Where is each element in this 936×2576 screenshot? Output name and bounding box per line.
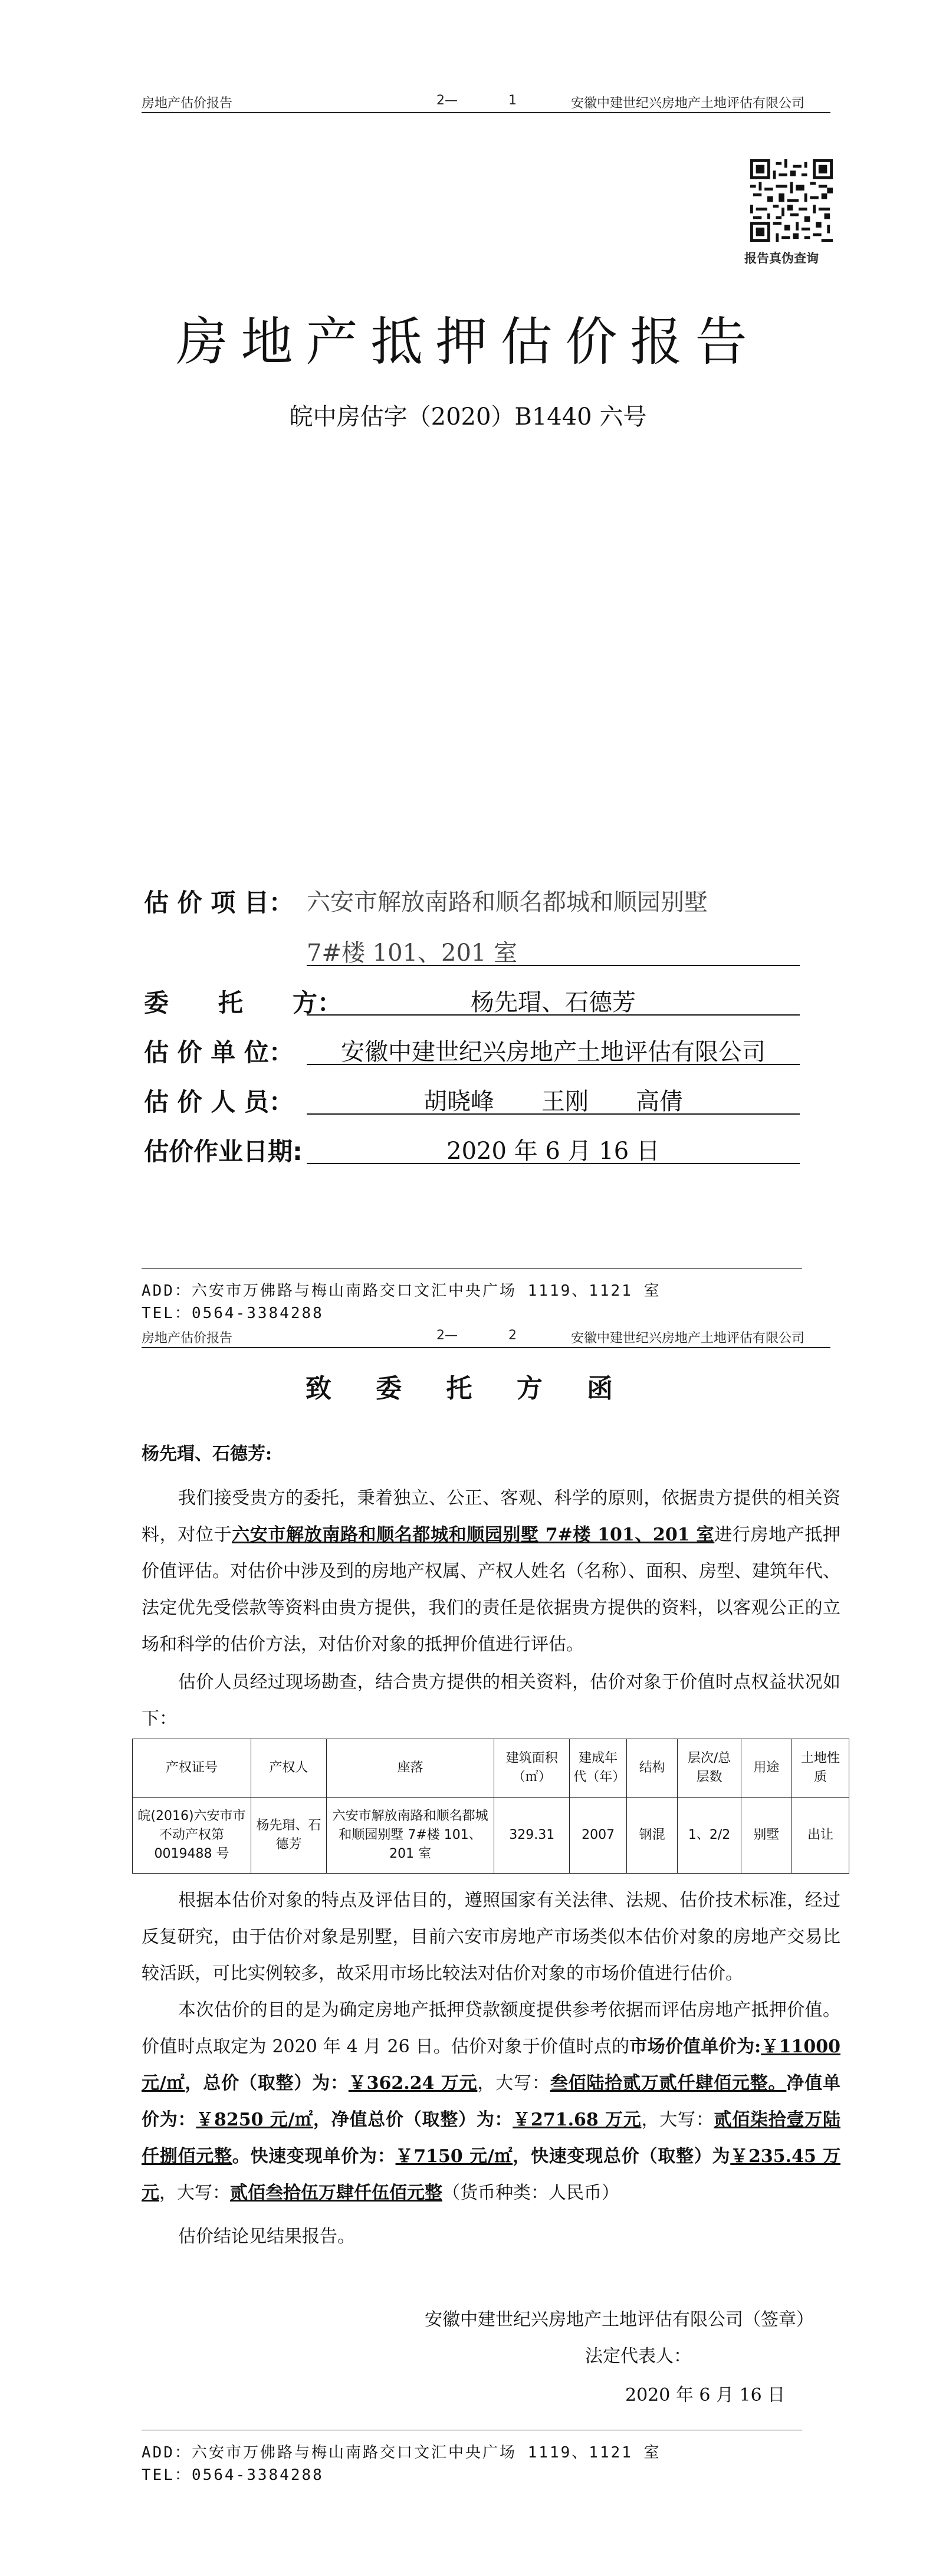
paragraph-1 (142, 1480, 840, 1663)
td-year: 2007 (570, 1798, 627, 1874)
unit-value: 安徽中建世纪兴房地产土地评估有限公司 (341, 1039, 766, 1066)
project-value-line2: 7#楼 101、201 室 (307, 939, 518, 967)
letter-title: 致 委 托 方 函 (305, 1374, 631, 1404)
p4-text-j: ，净值总价（取整）为： (313, 2110, 513, 2130)
th-year: 建成年代（年） (570, 1739, 627, 1798)
page2-header-left: 房地产估价报告 (142, 1331, 233, 1346)
project-underline (307, 965, 800, 966)
client-label: 委 托 方： (144, 988, 343, 1017)
td-cert: 皖(2016)六安市市不动产权第 0019488 号 (133, 1798, 251, 1874)
paragraph-5: 估价结论见结果报告。 (178, 2226, 355, 2247)
date-underline (307, 1163, 800, 1164)
table-row (133, 1798, 849, 1874)
qr-code-icon[interactable] (750, 159, 833, 242)
p4-quick-total-words: 贰佰叁拾伍万肆仟伍佰元整 (230, 2183, 442, 2203)
p4-text-p: ，快速变现总价（取整）为 (513, 2146, 731, 2167)
date-label: 估价作业日期: (144, 1137, 303, 1166)
project-label: 估 价 项 目： (144, 888, 294, 917)
p4-quick-unit-price: ￥7150 元/㎡ (395, 2146, 513, 2167)
unit-label: 估 价 单 位： (144, 1038, 294, 1067)
page1-footer-rule (142, 1268, 802, 1269)
p4-net-unit-price: ￥8250 元/㎡ (196, 2110, 313, 2130)
paragraph-4 (142, 1992, 840, 2212)
p1-text-c: 进行房地产抵押价值评估。对估价中涉及到的房地产权属、产权人姓名（名称）、面积、房型、建筑年代、法定优先受偿款等资料由贵方提供，我们的责任是依据贵方提供的资料，以客观公正的立场和科学的估价方法，对估价对象的抵押价值进行评估。 (142, 1524, 841, 1655)
th-usage: 用途 (741, 1739, 792, 1798)
p4-market-total-words: 叁佰陆拾贰万贰仟肆佰元整。 (550, 2073, 787, 2094)
paragraph-2: 估价人员经过现场勘查，结合贵方提供的相关资料，估价对象于价值时点权益状况如下： (142, 1672, 840, 1729)
page1-header-right: 安徽中建世纪兴房地产土地评估有限公司 (571, 96, 805, 111)
client-underline (307, 1014, 800, 1016)
p4-text-r: ，大写： (159, 2183, 230, 2203)
page1-footer-address: ADD：六安市万佛路与梅山南路交口文汇中央广场 1119、1121 室 (142, 1282, 661, 1300)
date-value: 2020 年 6 月 16 日 (446, 1138, 660, 1165)
page1-header-page: 1 (508, 93, 517, 108)
p4-text-d: ，总价（取整）为： (185, 2073, 349, 2094)
p4-text-l: ，大写： (641, 2110, 714, 2130)
sign-representative: 法定代表人： (585, 2346, 691, 2367)
p4-currency: （货币种类：人民币） (442, 2183, 619, 2203)
th-structure: 结构 (627, 1739, 678, 1798)
page2-header-rule (142, 1347, 830, 1348)
client-value: 杨先瑁、石德芳 (471, 989, 636, 1016)
page1-footer-tel: TEL：0564-3384288 (142, 1305, 324, 1322)
th-land: 土地性质 (792, 1739, 849, 1798)
page1-header-mid: 2— (436, 93, 458, 108)
p4-market-unit-price: ￥11000 元/㎡ (142, 2036, 841, 2094)
td-structure: 钢混 (627, 1798, 678, 1874)
td-floors: 1、2/2 (678, 1798, 741, 1874)
sign-date: 2020 年 6 月 16 日 (625, 2385, 786, 2406)
p4-net-total-words: 贰佰柒拾壹万陆仟捌佰元整 (142, 2110, 841, 2167)
report-ref-number: 皖中房估字（2020）B1440 六号 (289, 403, 647, 431)
p4-text-a: 本次估价的目的是为确定房地产抵押贷款额度提供参考依据而评估房地产抵押价值。价值时点取定为 2020 年 4 月 26 日。估价对象于价值时点的 (142, 2000, 840, 2057)
td-owner: 杨先瑁、石德芳 (251, 1798, 326, 1874)
page2-header-page: 2 (508, 1328, 517, 1343)
p4-text-f: ，大写： (477, 2073, 550, 2094)
page2-footer-tel: TEL：0564-3384288 (142, 2466, 324, 2484)
th-cert: 产权证号 (133, 1739, 251, 1798)
th-floors: 层次/总层数 (678, 1739, 741, 1798)
paragraph-3: 根据本估价对象的特点及评估目的，遵照国家有关法律、法规、估价技术标准，经过反复研究，由于估价对象是别墅，目前六安市房地产市场类似本估价对象的房地产交易比较活跃，可比实例较多，故采用市场比较法对估价对象的市场价值进行估价。 (142, 1890, 840, 1984)
page1-header-left: 房地产估价报告 (142, 96, 233, 111)
table-header-row (133, 1739, 849, 1798)
th-location: 座落 (326, 1739, 494, 1798)
property-table (132, 1739, 849, 1874)
staff-underline (307, 1113, 800, 1115)
p4-quick-unit-label: 。快速变现单价为： (232, 2146, 396, 2167)
report-title: 房地产抵押估价报告 (176, 311, 760, 372)
page1-header-rule (142, 112, 830, 113)
p4-quick-total: ￥235.45 万元 (142, 2146, 841, 2203)
th-area: 建筑面积（㎡） (494, 1739, 570, 1798)
td-land: 出让 (792, 1798, 849, 1874)
qr-caption: 报告真伪查询 (744, 251, 819, 265)
salutation: 杨先瑁、石德芳: (142, 1444, 272, 1464)
staff-value: 胡晓峰 王刚 高倩 (423, 1088, 683, 1115)
staff-label: 估 价 人 员： (144, 1087, 294, 1116)
sign-company: 安徽中建世纪兴房地产土地评估有限公司（签章） (425, 2309, 814, 2330)
p4-net-total: ￥271.68 万元 (513, 2110, 642, 2130)
td-usage: 别墅 (741, 1798, 792, 1874)
page2-header-mid: 2— (436, 1328, 458, 1343)
project-value-line1: 六安市解放南路和顺名都城和顺园别墅 (307, 889, 708, 916)
td-location: 六安市解放南路和顺名都城和顺园别墅 7#楼 101、201 室 (326, 1798, 494, 1874)
p4-market-unit-label: 市场价值单价为: (629, 2036, 761, 2057)
p4-net-unit-label: 净值单价为： (142, 2073, 841, 2130)
page2-header-right: 安徽中建世纪兴房地产土地评估有限公司 (571, 1331, 805, 1346)
p4-market-total: ￥362.24 万元 (348, 2073, 478, 2094)
th-owner: 产权人 (251, 1739, 326, 1798)
td-area: 329.31 (494, 1798, 570, 1874)
p1-text-a: 我们接受贵方的委托，秉着独立、公正、客观、科学的原则，依据贵方提供的相关资料，对位于 (142, 1488, 840, 1545)
unit-underline (307, 1064, 800, 1065)
p1-property-address: 六安市解放南路和顺名都城和顺园别墅 7#楼 101、201 室 (232, 1524, 715, 1545)
page2-footer-address: ADD：六安市万佛路与梅山南路交口文汇中央广场 1119、1121 室 (142, 2444, 661, 2462)
